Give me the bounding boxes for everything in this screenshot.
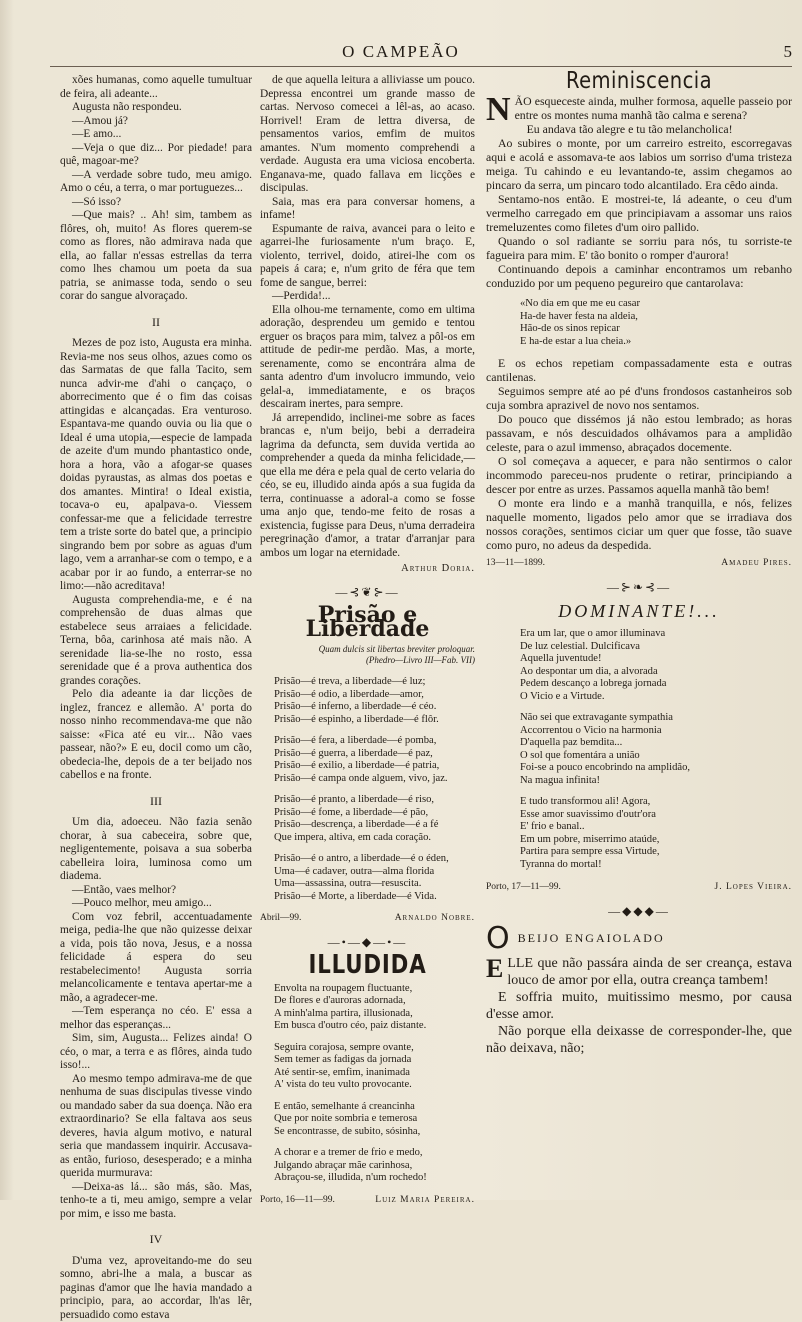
verse-line: Uma—assassina, outra—resuscita. bbox=[274, 878, 475, 891]
verse-line: E' frio e banal.. bbox=[520, 821, 792, 834]
column-1 bbox=[60, 74, 252, 1194]
paragraph: Sentamo-nos então. E mostrei-te, lá adeante, o ceu d'um vermelho carregado em que principiavam a assomar uns raios tremeluzentes como filetes d'um oiro pallido. bbox=[486, 192, 792, 234]
poem-prisao-verses bbox=[274, 676, 475, 903]
article-title-reminiscencia: Reminiscencia bbox=[509, 74, 769, 88]
verse-line: Tyranna do mortal! bbox=[520, 859, 792, 872]
paragraph: —Que mais? .. Ah! sim, tambem as flôres, oh, muito! As flores querem-se como as flores, não admirava nada que ella, ao fallar n'essas estrellas da terra como lhes chamou um poeta da sua patria, se animasse toda, sendo o seu corar do sangue alvoraçado. bbox=[60, 209, 252, 304]
verse-line: Prisão—é fera, a liberdade—é pomba, bbox=[274, 735, 475, 748]
reminiscencia-footer bbox=[486, 556, 792, 570]
verse-line: Que por noite sombria e temerosa bbox=[274, 1113, 475, 1126]
verse-line: Prisão—é pranto, a liberdade—é riso, bbox=[274, 794, 475, 807]
poem-date: Porto, 17—11—99. bbox=[486, 880, 561, 894]
verse-line: Uma—é cadaver, outra—alma florida bbox=[274, 866, 475, 879]
stanza bbox=[274, 853, 475, 903]
paragraph: —Tem esperança no céo. E' essa a melhor das esperanças... bbox=[60, 1005, 252, 1032]
paragraph: E os echos repetiam compassadamente esta e outras cantilenas. bbox=[486, 356, 792, 384]
beijo-drop-cap: E bbox=[486, 957, 503, 981]
quote-line: «No dia em que me eu casar bbox=[520, 298, 792, 311]
poem-date: Porto, 16—11—99. bbox=[260, 1194, 335, 1208]
poem-signature: Arnaldo Nobre. bbox=[395, 912, 475, 926]
story-part4 bbox=[60, 1255, 252, 1322]
reminiscencia-body-b bbox=[486, 356, 792, 552]
paragraph: Continuando depois a caminhar encontramos um rebanho conduzido por um pequeno pegureiro que cantarolava: bbox=[486, 262, 792, 290]
paragraph: —Perdida!... bbox=[260, 290, 475, 304]
section-number-3: III bbox=[60, 795, 252, 809]
paragraph: de que aquella leitura a alliviasse um pouco. Depressa encontrei um grande masso de cartas. Nervoso comecei a lêl-as, ao acaso. Horrivel! Eram de lettra diversa, de pensamentos varios, emfim de muitos amantes. N'um momento comprehendi a verdade. Augusta era uma viciosa encoberta. Enganava-me, quado fallava em licções e discipulas. bbox=[260, 74, 475, 196]
stanza bbox=[274, 794, 475, 844]
paragraph: Quando o sol radiante se sorriu para nós, tu sorriste-te fagueira para mim. E' tão bonito o romper d'aurora! bbox=[486, 234, 792, 262]
reminiscencia-body-a bbox=[486, 94, 792, 290]
verse-line: E então, semelhante á creancinha bbox=[274, 1101, 475, 1114]
stanza bbox=[274, 1042, 475, 1092]
paragraph: O monte era lindo e a manhã tranquilla, e nós, felizes naquelle momento, ligados pelo amor que se irradiava dos nossos corações, sentimos ciciar um quer que fosse, tão suave como puro, no adeus da despedida. bbox=[486, 496, 792, 552]
quote-line: Hão-de os sinos repicar bbox=[520, 323, 792, 336]
poem-prisao-footer bbox=[260, 912, 475, 926]
stanza bbox=[274, 1101, 475, 1139]
paragraph: —A verdade sobre tudo, meu amigo. Amo o céu, a terra, o mar portuguezes... bbox=[60, 169, 252, 196]
verse-line: Até sentir-se, emfim, inanimada bbox=[274, 1067, 475, 1080]
paragraph: Eu andava tão alegre e tu tão melancholica! bbox=[486, 122, 792, 136]
stanza bbox=[274, 676, 475, 726]
poem-signature: J. Lopes Vieira. bbox=[715, 880, 792, 894]
verse-line: D'aquella paz bemdita... bbox=[520, 737, 792, 750]
verse-line: De luz celestial. Dulcificava bbox=[520, 641, 792, 654]
verse-line: A chorar e a tremer de frio e medo, bbox=[274, 1147, 475, 1160]
verse-line: Prisão—é fome, a liberdade—é pão, bbox=[274, 807, 475, 820]
paragraph: Augusta não respondeu. bbox=[60, 101, 252, 115]
drop-cap: N bbox=[486, 96, 511, 124]
verse-line: Foi-se a pouco encobrindo na amplidão, bbox=[520, 762, 792, 775]
header-rule bbox=[50, 66, 792, 67]
quote-line: Ha-de haver festa na aldeia, bbox=[520, 311, 792, 324]
verse-line: Na magua infinita! bbox=[520, 775, 792, 788]
page-header bbox=[0, 40, 802, 68]
verse-line: A' vista do teu vulto provocante. bbox=[274, 1079, 475, 1092]
verse-line: Que impera, altiva, em cada coração. bbox=[274, 832, 475, 845]
verse-line: Prisão—é espinho, a liberdade—é flôr. bbox=[274, 714, 475, 727]
verse-line: Ao despontar um dia, a alvorada bbox=[520, 666, 792, 679]
paragraph: Sim, sim, Augusta... Felizes ainda! O céo, o mar, a terra e as flôres, ainda tudo isso!... bbox=[60, 1032, 252, 1073]
paragraph: Augusta comprehendia-me, e é na comprehensão de duas almas que estabelece seus arraiaes a felicidade. Terna, bôa, carinhosa até mais não. A serenidade lia-se-lhe no rosto, essa serenidade que é a prova authentica dos grandes corações. bbox=[60, 594, 252, 689]
paragraph: Espumante de raiva, avancei para o leito e agarrei-lhe furiosamente n'um braço. E, violento, terrivel, doido, atirei-lhe com os papeis á cara; e, n'um grito de féra que tem fome de sangue, berrei: bbox=[260, 223, 475, 291]
verse-line: Prisão—é Morte, a liberdade—é Vida. bbox=[274, 891, 475, 904]
stanza bbox=[274, 983, 475, 1033]
paragraph: Ao mesmo tempo admirava-me de que nenhuma de suas discipulas tivesse vindo ou mandado saber da sua doença. Não era extraordinario? Se ella faltava aos seus deveres, havia algum motivo, e natural seria que mandassem inquirir. Accusava-as então, furioso, desesperado; e a minha querida murmurava: bbox=[60, 1073, 252, 1181]
newspaper-title: O CAMPEÃO bbox=[0, 42, 802, 62]
verse-line: Se encontrasse, de subito, sósinha, bbox=[274, 1126, 475, 1139]
ornament-divider-1: —⊰❦⊱— bbox=[260, 586, 475, 600]
story-part2 bbox=[60, 337, 252, 783]
paragraph: Já arrependido, inclinei-me sobre as faces brancas e, n'um beijo, bebi a derradeira lagrima da defuncta, sem duvida vertida ao comprehender a queda da minha felicidade,—que ella me déra e pela qual de certo velaria do céo, se eu, illudido ainda após a sua fugida da terra, continuasse a adoral-a como se fosse uma anjo que, tendo-me feito de rosas a existencia, fugisse para Deus, n'uma derradeira peregrinação d'amor, a tratar d'arranjar para ambos um logar na eternidade. bbox=[260, 412, 475, 561]
poem-title-dominante: DOMINANTE!... bbox=[486, 604, 792, 618]
paragraph: E soffria muito, muitissimo mesmo, por causa d'esse amor. bbox=[486, 989, 792, 1023]
beijo-title bbox=[486, 930, 792, 947]
paragraph: —E amo... bbox=[60, 128, 252, 142]
verse-line: Prisão—é inferno, a liberdade—é céo. bbox=[274, 701, 475, 714]
paragraph: ÃO esqueceste ainda, mulher formosa, aquelle passeio por entre os montes numa manhã tão calma e serena? bbox=[486, 94, 792, 122]
verse-line: O Vicio e a Virtude. bbox=[520, 691, 792, 704]
section-number-4: IV bbox=[60, 1233, 252, 1247]
story-continuation bbox=[260, 74, 475, 560]
article-date: 13—11—1899. bbox=[486, 556, 545, 570]
story-part3 bbox=[60, 816, 252, 1221]
verse-line: Envolta na roupagem fluctuante, bbox=[274, 983, 475, 996]
beijo-engaiolado-article bbox=[486, 930, 792, 1057]
poem-illudida-footer bbox=[260, 1194, 475, 1208]
verse-line: Accorrentou o Vicio na harmonia bbox=[520, 725, 792, 738]
column-2 bbox=[260, 74, 475, 1194]
paragraph: D'uma vez, aproveitando-me do seu somno, abri-lhe a mala, a buscar as paginas d'amor que lhe havia mandado a principio, para, ao accordar, lh'as lêr, persuadido como estava bbox=[60, 1255, 252, 1322]
poem-date: Abril—99. bbox=[260, 912, 301, 926]
verse-line: De flores e d'auroras adornada, bbox=[274, 995, 475, 1008]
paragraph: Com voz febril, accentuadamente meiga, pedia-lhe que não quizesse deixar a vida, pois tão nova, Jesus, e a nossa felicidade á espera do seu restabelecimento! Augusta sorria melancolicamente e tentava apertar-me a mão, a agradecer-me. bbox=[60, 911, 252, 1006]
verse-line: Julgando abraçar mãe carinhosa, bbox=[274, 1160, 475, 1173]
verse-line: Aquella juventude! bbox=[520, 653, 792, 666]
song-quote bbox=[520, 298, 792, 348]
paragraph: Seguimos sempre até ao pé d'uns frondosos castanheiros sob cuja sombra aprazivel de novo nos sentamos. bbox=[486, 384, 792, 412]
paragraph: —Pouco melhor, meu amigo... bbox=[60, 897, 252, 911]
verse-line: Esse amor suavissimo d'outr'ora bbox=[520, 809, 792, 822]
verse-line: Prisão—é o antro, a liberdade—é o éden, bbox=[274, 853, 475, 866]
paragraph: LLE que não passára ainda de ser creança, estava louco de amor por ella, outra creança tambem! bbox=[486, 955, 792, 989]
quote-line: E ha-de estar a lua cheia.» bbox=[520, 336, 792, 349]
paragraph: —Então, vaes melhor? bbox=[60, 884, 252, 898]
verse-line: Prisão—é campa onde alguem, vivo, jaz. bbox=[274, 773, 475, 786]
paragraph: Mezes de poz isto, Augusta era minha. Revia-me nos seus olhos, azues como os das Sarmatas de que falla Tacito, sem nunca advir-me d'ahi o cançaço, o aborrecimento que é o fim das coisas attingidas e alcançadas. Era venturoso. Espantava-me quando ouvia ou lia que o Ideal é uma utopia,—especie de lampada de azeite d'um mundo phantastico onde, hora a hora, vão a afogar-se quases doidas pyraustas, as almas dos poetas e dos amantes. Mintira! o Ideal existia, tocava-o eu, apalpava-o. Viessem confessar-me que a felicidade terrestre tem a triste sorte do batel que, a principio singrando bem por sobre as aguas d'um lago, vem a arranhar-se com o tempo, e a acabar por ir ao fundo, a enterrar-se no limo:—não acreditava! bbox=[60, 337, 252, 594]
reminiscencia-paragraphs-a bbox=[486, 94, 792, 290]
verse-line: Pedem descanço a lobrega jornada bbox=[520, 678, 792, 691]
verse-line: Prisão—é exilio, a liberdade—é patria, bbox=[274, 760, 475, 773]
verse-line: Em busca d'outro céo, paiz distante. bbox=[274, 1020, 475, 1033]
story-part1 bbox=[60, 74, 252, 304]
verse-line: Seguira corajosa, sempre ovante, bbox=[274, 1042, 475, 1055]
verse-line: Sem temer as fadigas da jornada bbox=[274, 1054, 475, 1067]
poem-illudida-verses bbox=[274, 983, 475, 1185]
poem-dominante-verses bbox=[520, 628, 792, 871]
paragraph: Ella olhou-me ternamente, como em ultima adoração, desprendeu um gemido e tentou erguer os braços para mim, talvez a pôl-os em attitude de pedir-me perdão. Mas, a morte, serenamente, como se encontrára alma de santa adentro d'um involucro immundo, veio gelal-a, immediatamente, e os braços descairam inertes, para sempre. bbox=[260, 304, 475, 412]
verse-line: Prisão—descrença, a liberdade—é a fé bbox=[274, 819, 475, 832]
stanza bbox=[520, 712, 792, 787]
paragraph: Saia, mas era para conversar homens, a infame! bbox=[260, 196, 475, 223]
poem-title-illudida: ILLUDIDA bbox=[279, 959, 455, 973]
beijo-title-initial: O bbox=[486, 921, 512, 956]
poem-dominante-footer bbox=[486, 880, 792, 894]
section-number-2: II bbox=[60, 316, 252, 330]
verse-line: Prisão—é guerra, a liberdade—é paz, bbox=[274, 748, 475, 761]
verse-line: Prisão—é odio, a liberdade—amor, bbox=[274, 689, 475, 702]
poem-epigraph: Quam dulcis sit libertas breviter proloquar. bbox=[260, 644, 475, 655]
stanza bbox=[520, 628, 792, 703]
paragraph: —Veja o que diz... Por piedade! para quê, magoar-me? bbox=[60, 142, 252, 169]
poem-epigraph-source: (Phedro—Livro III—Fab. VII) bbox=[260, 655, 475, 666]
paragraph: —Deixa-as lá... são más, são. Mas, tenho-te a ti, meu amigo, sempre a velar por mim, e isso me basta. bbox=[60, 1181, 252, 1222]
paragraph: O sol começava a aquecer, e para não sentirmos o calor incommodo pareceu-nos prudente o retirar, principiando a descer por entre as urzes. Passamos aquella manhã tão bem! bbox=[486, 454, 792, 496]
paragraph: Ao subires o monte, por um carreiro estreito, escorregavas aqui e acolá e assomava-te aos labios um sorriso d'uma tristeza meiga. Tu cahindo e eu levantando-te, assim chegamos ao pincaro da serra, um pincaro todo alcantilado. Era cêdo ainda. bbox=[486, 136, 792, 192]
story-signature: Arthur Doria. bbox=[260, 562, 475, 576]
ornament-divider-3: —⊱❧⊰— bbox=[486, 580, 792, 594]
paragraph: —Só isso? bbox=[60, 196, 252, 210]
beijo-paragraphs bbox=[486, 955, 792, 1057]
verse-line: Abraçou-se, illudida, n'um rochedo! bbox=[274, 1172, 475, 1185]
verse-line: O sol que fomentára a união bbox=[520, 750, 792, 763]
verse-line: Em um pobre, miserrimo ataúde, bbox=[520, 834, 792, 847]
verse-line: Não sei que extravagante sympathia bbox=[520, 712, 792, 725]
stanza bbox=[520, 796, 792, 871]
article-signature: Amadeu Pires. bbox=[721, 556, 792, 570]
verse-line: E tudo transformou ali! Agora, bbox=[520, 796, 792, 809]
stanza bbox=[274, 735, 475, 785]
paragraph: —Amou já? bbox=[60, 115, 252, 129]
beijo-title-text: BEIJO ENGAIOLADO bbox=[518, 931, 665, 945]
verse-line: Partira para sempre essa Virtude, bbox=[520, 846, 792, 859]
paragraph: Não porque ella deixasse de corresponder-lhe, que não deixava, não; bbox=[486, 1023, 792, 1057]
paragraph: Do pouco que dissémos já não estou lembrado; as horas passavam, e nós descuidados olhávamos para a amplidão celeste, para o azul immenso, abraçados docemente. bbox=[486, 412, 792, 454]
paragraph: Pelo dia adeante ia dar licções de inglez, francez e allemão. A' porta do nosso ninho recommendava-me que não saisse: «Fica até eu vir... Não vaes passear, não?» E eu, docil como um cão, obedecia-lhe, depois de a ter beijado nos cabellos e na fronte. bbox=[60, 688, 252, 783]
paragraph: xões humanas, como aquelle tumultuar de feira, ali adeante... bbox=[60, 74, 252, 101]
verse-line: Prisão—é treva, a liberdade—é luz; bbox=[274, 676, 475, 689]
verse-line: Era um lar, que o amor illuminava bbox=[520, 628, 792, 641]
paragraph: Um dia, adoeceu. Não fazia senão chorar, à sua cabeceira, sobre que, negligentemente, poisava a sua soberba cabelleira loira, luminosa como um diadema. bbox=[60, 816, 252, 884]
poem-title-prisao: Prisão e Liberdade bbox=[260, 609, 475, 636]
page-number: 5 bbox=[784, 42, 793, 62]
ornament-divider-2: —•—◆—•— bbox=[260, 936, 475, 950]
poem-signature: Luiz Maria Pereira. bbox=[375, 1194, 475, 1208]
column-3 bbox=[486, 74, 792, 1194]
verse-line: A minh'alma partira, illusionada, bbox=[274, 1008, 475, 1021]
ornament-divider-4: —◆◆◆— bbox=[486, 904, 792, 918]
stanza bbox=[274, 1147, 475, 1185]
